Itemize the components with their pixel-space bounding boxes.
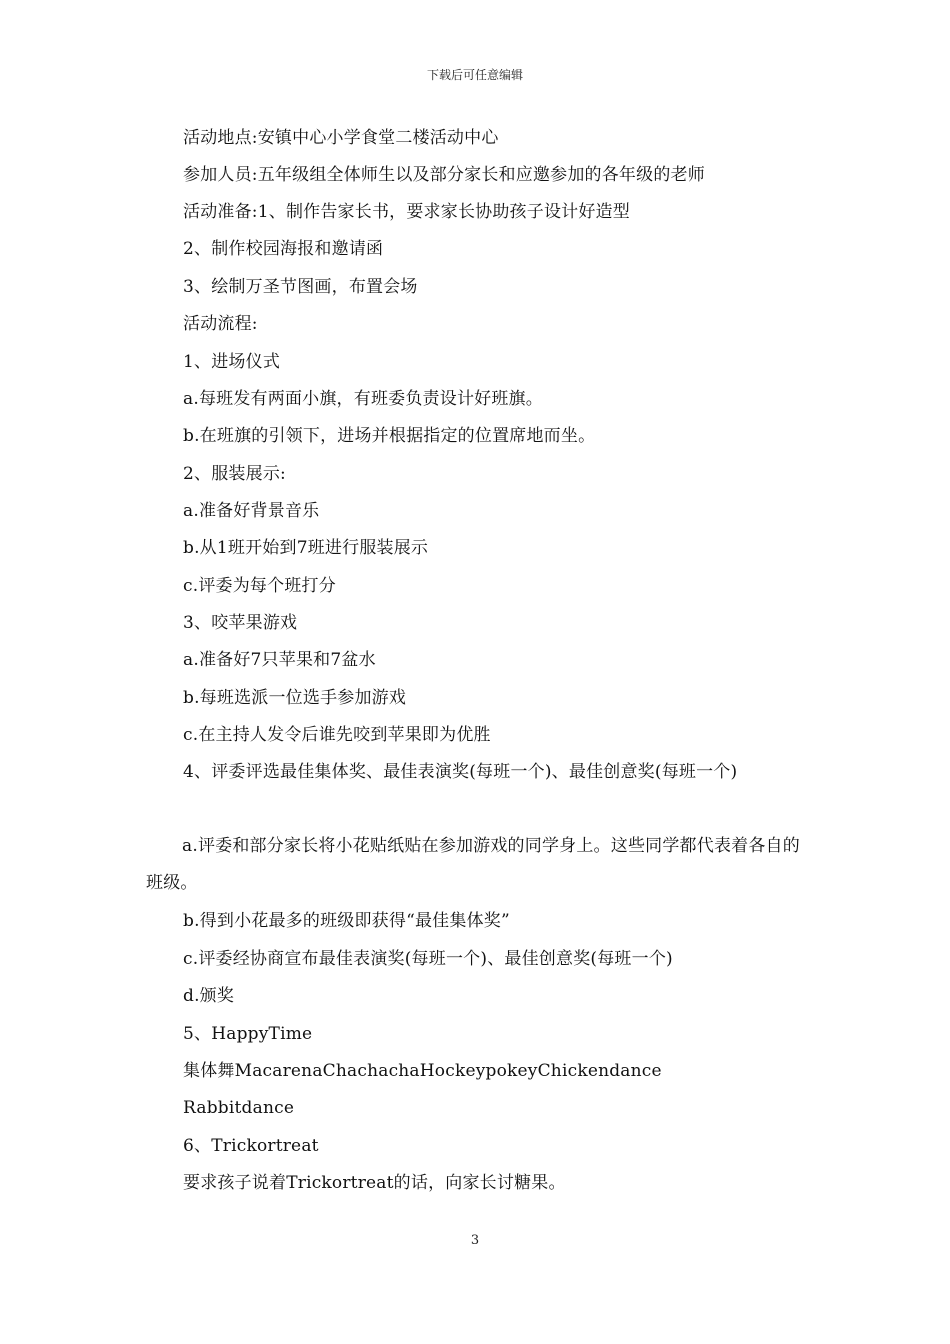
text-line: c.评委经协商宣布最佳表演奖(每班一个)、最佳创意奖(每班一个) bbox=[183, 949, 673, 969]
text-line: 要求孩子说着Trickortreat的话，向家长讨糖果。 bbox=[183, 1173, 566, 1193]
text-line: 1、进场仪式 bbox=[183, 352, 281, 372]
text-line: a.每班发有两面小旗，有班委负责设计好班旗。 bbox=[183, 389, 543, 409]
text-line: b.得到小花最多的班级即获得“最佳集体奖” bbox=[183, 911, 510, 931]
text-line: 5、HappyTime bbox=[183, 1024, 313, 1044]
text-line: c.评委为每个班打分 bbox=[183, 576, 336, 596]
text-line: 6、Trickortreat bbox=[183, 1136, 319, 1156]
text-line: a.准备好背景音乐 bbox=[183, 501, 320, 521]
text-line: 活动地点:安镇中心小学食堂二楼活动中心 bbox=[183, 128, 499, 148]
text-line: 4、评委评选最佳集体奖、最佳表演奖(每班一个)、最佳创意奖(每班一个) bbox=[183, 762, 738, 782]
page-number: 3 bbox=[470, 1233, 480, 1248]
text-line: 活动流程: bbox=[183, 314, 258, 334]
text-line: 3、咬苹果游戏 bbox=[183, 613, 298, 633]
text-line: a.准备好7只苹果和7盆水 bbox=[183, 650, 376, 670]
text-line: b.在班旗的引领下，进场并根据指定的位置席地而坐。 bbox=[183, 426, 596, 446]
text-line: 3、绘制万圣节图画，布置会场 bbox=[183, 277, 418, 297]
text-paragraph: a.评委和部分家长将小花贴纸贴在参加游戏的同学身上。这些同学都代表着各自的班级。 bbox=[146, 836, 800, 893]
text-line: Rabbitdance bbox=[183, 1098, 295, 1118]
text-line: 2、服装展示: bbox=[183, 464, 286, 484]
text-line: b.从1班开始到7班进行服装展示 bbox=[183, 538, 429, 558]
text-line: 活动准备:1、制作告家长书，要求家长协助孩子设计好造型 bbox=[183, 202, 630, 222]
text-line: b.每班选派一位选手参加游戏 bbox=[183, 688, 407, 708]
page-header: 下载后可任意编辑 bbox=[426, 68, 523, 82]
text-line: 集体舞MacarenaChachachaHockeypokeyChickendance bbox=[183, 1061, 662, 1081]
text-line: 2、制作校园海报和邀请函 bbox=[183, 239, 384, 259]
text-line: 参加人员:五年级组全体师生以及部分家长和应邀参加的各年级的老师 bbox=[183, 165, 705, 185]
text-line: c.在主持人发令后谁先咬到苹果即为优胜 bbox=[183, 725, 491, 745]
text-line: d.颁奖 bbox=[183, 986, 235, 1006]
